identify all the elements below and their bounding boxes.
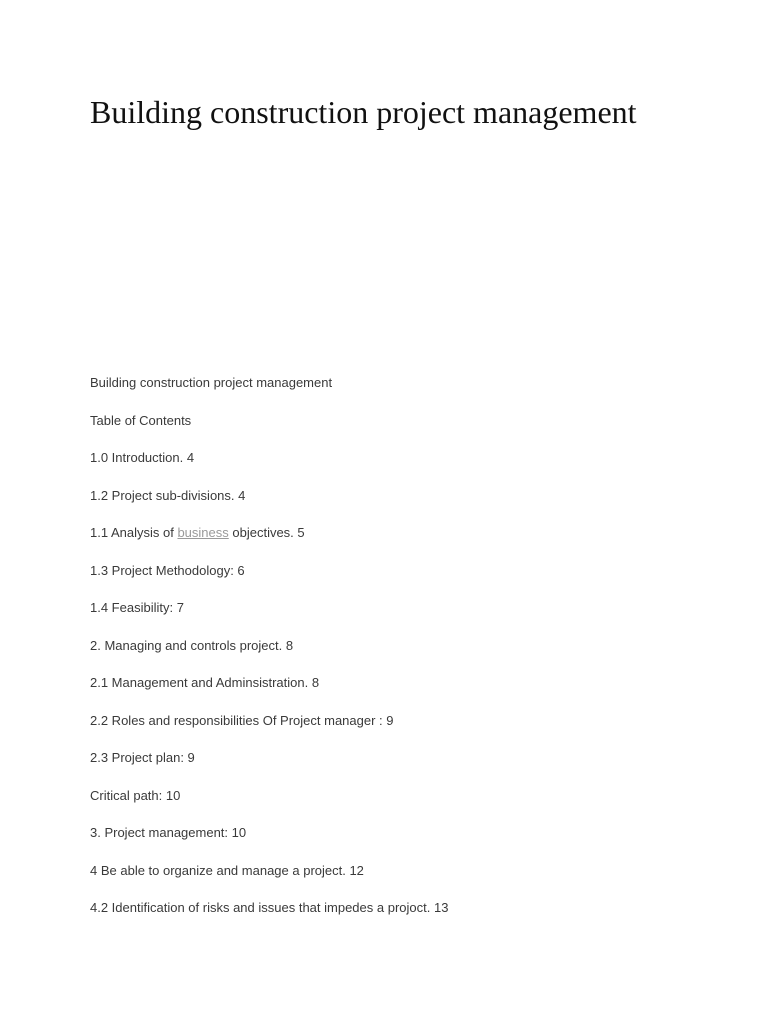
toc-item: 2.3 Project plan: 9	[90, 750, 195, 765]
body-title: Building construction project management	[90, 375, 333, 390]
toc-item-suffix: objectives. 5	[228, 525, 305, 540]
toc-item: 1.4 Feasibility: 7	[90, 600, 184, 615]
business-link[interactable]: business	[177, 525, 229, 540]
toc-item	[90, 524, 730, 542]
toc-item: 2.2 Roles and responsibilities Of Project manager : 9	[90, 712, 394, 728]
toc-item: 4.2 Identification of risks and issues that impedes a projoct. 13	[90, 900, 449, 915]
document-body	[90, 374, 730, 937]
toc-heading: Table of Contents	[90, 412, 192, 428]
toc-item: 1.2 Project sub-divisions. 4	[90, 487, 246, 503]
toc-item: 1.3 Project Methodology: 6	[90, 562, 245, 578]
toc-item: 3. Project management: 10	[90, 825, 247, 840]
toc-item: 1.0 Introduction. 4	[90, 450, 195, 465]
toc-item: 2. Managing and controls project. 8	[90, 637, 294, 653]
toc-item: 2.1 Management and Adminsistration. 8	[90, 675, 320, 690]
toc-item-prefix: 1.1 Analysis of	[90, 525, 178, 540]
toc-item: 4 Be able to organize and manage a project. 12	[90, 862, 364, 878]
toc-item: Critical path: 10	[90, 787, 181, 803]
document-title: Building construction project management	[90, 94, 637, 130]
